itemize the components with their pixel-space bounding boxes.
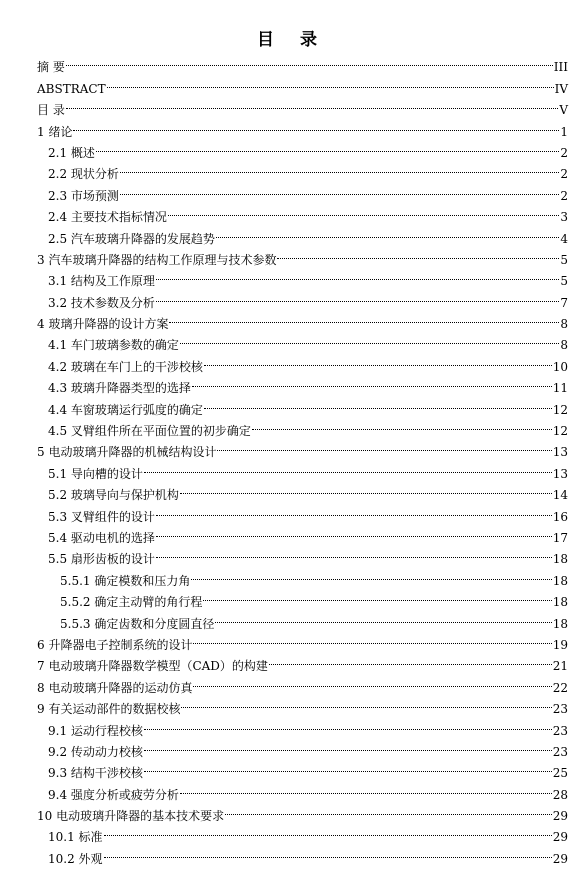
toc-entry-page: 18 [552,573,568,588]
toc-entry-page: 13 [552,466,568,481]
toc-list [0,50,584,866]
toc-entry-page: 12 [552,402,568,417]
toc-entry-page: 29 [552,830,568,845]
toc-entry-label: 7 电动玻璃升降器数学模型（CAD）的构建 [37,659,268,674]
toc-title: 目 录 [257,30,327,50]
toc-entry-label: 6 升降器电子控制系统的设计 [37,637,193,652]
toc-entry-label: 2.5 汽车玻璃升降器的发展趋势 [48,231,215,246]
toc-leader-dots [216,221,559,242]
toc-entry-label: 3 汽车玻璃升降器的结构工作原理与技术参数 [37,252,277,267]
toc-entry-page: 22 [552,680,568,695]
toc-entry-label: 4 玻璃升降器的设计方案 [37,317,169,332]
toc-leader-dots [96,136,559,157]
toc-leader-dots [277,243,559,264]
toc-entry-page: 23 [552,702,568,717]
toc-entry-page: 29 [552,851,568,866]
toc-leader-dots [269,649,552,670]
toc-entry [0,93,584,118]
toc-leader-dots [169,307,559,328]
toc-leader-dots [144,456,552,477]
toc-leader-dots [204,392,552,413]
toc-leader-dots [203,585,551,606]
toc-entry-label: 9.1 运动行程校核 [48,723,143,738]
toc-entry-label: 5.3 叉臂组件的设计 [48,509,155,524]
toc-leader-dots [66,93,559,114]
toc-entry-label: 5.5.2 确定主动臂的角行程 [60,595,203,610]
toc-leader-dots [156,521,552,542]
toc-entry-page: 29 [552,809,568,824]
toc-leader-dots [104,820,552,841]
toc-entry-page: 25 [552,766,568,781]
toc-leader-dots [144,756,552,777]
toc-entry-label: 4.5 叉臂组件所在平面位置的初步确定 [48,424,251,439]
toc-entry-page: 23 [552,744,568,759]
toc-leader-dots [192,371,552,392]
toc-leader-dots [225,799,552,820]
toc-entry-label: 2.1 概述 [48,145,95,160]
toc-entry-page: 7 [560,295,568,310]
toc-entry-label: 5.5 扇形齿板的设计 [48,552,155,567]
toc-entry-page: V [559,103,568,118]
toc-entry-label: 9 有关运动部件的数据校核 [37,702,181,717]
toc-leader-dots [180,478,552,499]
toc-entry-page: 18 [552,552,568,567]
toc-entry-label: 2.2 现状分析 [48,167,119,182]
toc-entry-page: 14 [552,488,568,503]
toc-entry-label: 5.1 导向槽的设计 [48,466,143,481]
toc-leader-dots [156,499,552,520]
toc-entry-label: 10 电动玻璃升降器的基本技术要求 [37,809,225,824]
toc-leader-dots [120,157,559,178]
toc-entry-label: 10.1 标准 [48,830,103,845]
toc-entry-label: 3.2 技术参数及分析 [48,295,155,310]
toc-entry [0,136,584,160]
toc-leader-dots [73,114,559,135]
toc-entry-label: 9.3 结构干涉校核 [48,766,143,781]
toc-entry-page: 4 [560,231,568,246]
toc-entry [0,71,584,96]
toc-entry-page: 1 [560,124,568,139]
toc-leader-dots [107,71,554,92]
toc-entry-page: 5 [560,252,568,267]
toc-leader-dots [191,563,551,584]
toc-entry-page: 3 [560,210,568,225]
toc-entry-label: 9.2 传动动力校核 [48,744,143,759]
toc-entry-label: 4.3 玻璃升降器类型的选择 [48,381,191,396]
toc-leader-dots [204,349,552,370]
toc-leader-dots [104,841,552,862]
toc-entry-label: 2.4 主要技术指标情况 [48,210,167,225]
toc-leader-dots [120,178,559,199]
toc-leader-dots [66,50,553,71]
toc-entry-page: 10 [552,359,568,374]
toc-entry-label: ABSTRACT [37,81,106,96]
toc-entry-page: 11 [552,381,568,396]
toc-leader-dots [144,735,552,756]
toc-entry-label: 目 录 [37,103,65,118]
toc-entry-label: 5.5.3 确定齿数和分度圆直径 [60,616,215,631]
toc-entry-page: 19 [552,637,568,652]
toc-entry-label: 2.3 市场预测 [48,188,119,203]
toc-entry-label: 5 电动玻璃升降器的机械结构设计 [37,445,217,460]
toc-entry-label: 8 电动玻璃升降器的运动仿真 [37,680,193,695]
toc-entry [0,50,584,75]
toc-entry-label: 3.1 结构及工作原理 [48,274,155,289]
toc-entry-label: 4.4 车窗玻璃运行弧度的确定 [48,402,203,417]
toc-entry-label: 9.4 强度分析或疲劳分析 [48,787,179,802]
toc-leader-dots [252,414,552,435]
toc-entry-label: 5.5.1 确定模数和压力角 [60,573,191,588]
toc-entry-page: 2 [560,167,568,182]
toc-entry-page: 16 [552,509,568,524]
toc-entry-page: 18 [552,595,568,610]
toc-entry-page: 18 [552,616,568,631]
toc-entry-page: 28 [552,787,568,802]
toc-entry-page: 8 [560,317,568,332]
toc-leader-dots [215,606,551,627]
toc-entry-page: 5 [560,274,568,289]
toc-leader-dots [156,264,559,285]
toc-entry-page: III [553,60,568,75]
toc-entry-page: IV [554,81,568,96]
toc-entry-label: 10.2 外观 [48,851,103,866]
toc-leader-dots [156,542,552,563]
toc-entry-label: 1 绪论 [37,124,73,139]
toc-leader-dots [180,777,552,798]
toc-leader-dots [193,670,551,691]
toc-entry-page: 2 [560,145,568,160]
toc-leader-dots [156,285,559,306]
toc-entry-label: 摘 要 [37,60,65,75]
toc-leader-dots [181,692,551,713]
toc-leader-dots [168,200,559,221]
toc-entry-label: 5.2 玻璃导向与保护机构 [48,488,179,503]
toc-leader-dots [144,713,552,734]
toc-entry-label: 5.4 驱动电机的选择 [48,530,155,545]
toc-entry-label: 4.2 玻璃在车门上的干涉校核 [48,359,203,374]
toc-entry-page: 12 [552,424,568,439]
toc-entry-page: 17 [552,530,568,545]
toc-entry-page: 13 [552,445,568,460]
toc-entry-label: 4.1 车门玻璃参数的确定 [48,338,179,353]
toc-entry-page: 8 [560,338,568,353]
toc-entry [0,114,584,139]
toc-leader-dots [217,435,551,456]
toc-entry-page: 23 [552,723,568,738]
toc-leader-dots [180,328,559,349]
toc-entry-page: 2 [560,188,568,203]
toc-entry-page: 21 [552,659,568,674]
toc-leader-dots [193,628,551,649]
